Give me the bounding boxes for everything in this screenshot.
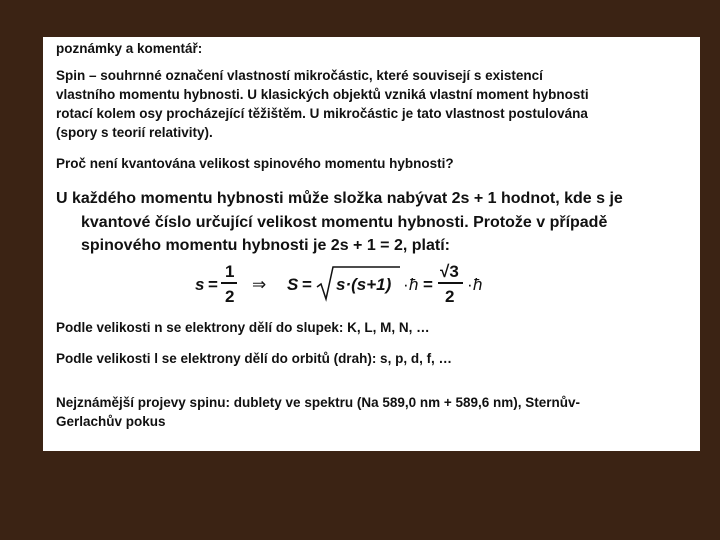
spin-line-4: (spory s teorií relativity).: [56, 125, 213, 140]
notes-heading: poznámky a komentář:: [56, 41, 203, 56]
main-paragraph: [56, 187, 623, 258]
main-line-1: U každého momentu hybnosti může složka nabývat 2s + 1 hodnot, kde s je: [56, 190, 623, 207]
main-line-2: kvantové číslo určující velikost momentu hybnosti. Protože v případě: [81, 213, 608, 231]
formula-eq3: =: [423, 275, 433, 294]
slide: [43, 37, 700, 451]
formula-dot1: ·: [403, 275, 409, 294]
shells-text: Podle velikosti n se elektrony dělí do slupek: K, L, M, N, …: [56, 320, 430, 335]
formula-num2: √3: [440, 262, 459, 281]
evidence-line-2: Gerlachův pokus: [56, 414, 166, 429]
formula-num1: 1: [225, 262, 235, 281]
formula-den1: 2: [225, 287, 235, 306]
spin-line-2: vlastního momentu hybnosti. U klasických objektů vzniká vlastní moment hybnosti: [56, 87, 589, 102]
implies-icon: ⇒: [252, 275, 267, 294]
spin-line-3: rotací kolem osy procházející těžištěm. U mikročástic je tato vlastnost postulována: [56, 106, 588, 121]
formula-s: s: [195, 275, 205, 294]
spin-line-1: Spin – souhrnné označení vlastností mikročástic, které souvisejí s existencí: [56, 68, 543, 83]
formula-eq2: =: [302, 275, 312, 294]
sqrt-content: s·(s+1): [336, 275, 392, 294]
formula-S: S: [287, 275, 299, 294]
spin-formula: [195, 257, 495, 318]
formula-hbar1: ħ: [409, 275, 419, 294]
formula-den2: 2: [445, 287, 455, 306]
orbits-text: Podle velikosti l se elektrony dělí do orbitů (drah): s, p, d, f, …: [56, 351, 453, 366]
formula-hbar2: ħ: [473, 275, 483, 294]
evidence-line-1: Nejznámější projevy spinu: dublety ve spektru (Na 589,0 nm + 589,6 nm), Sternův-: [56, 395, 581, 410]
formula-dot2: ·: [467, 275, 473, 294]
formula-svg: [195, 257, 495, 313]
spin-definition: [56, 66, 589, 142]
question: Proč není kvantována velikost spinového momentu hybnosti?: [56, 156, 454, 171]
main-line-3: spinového momentu hybnosti je 2s + 1 = 2, platí:: [81, 237, 450, 254]
spin-evidence: [56, 393, 580, 431]
formula-eq1: =: [208, 275, 218, 294]
